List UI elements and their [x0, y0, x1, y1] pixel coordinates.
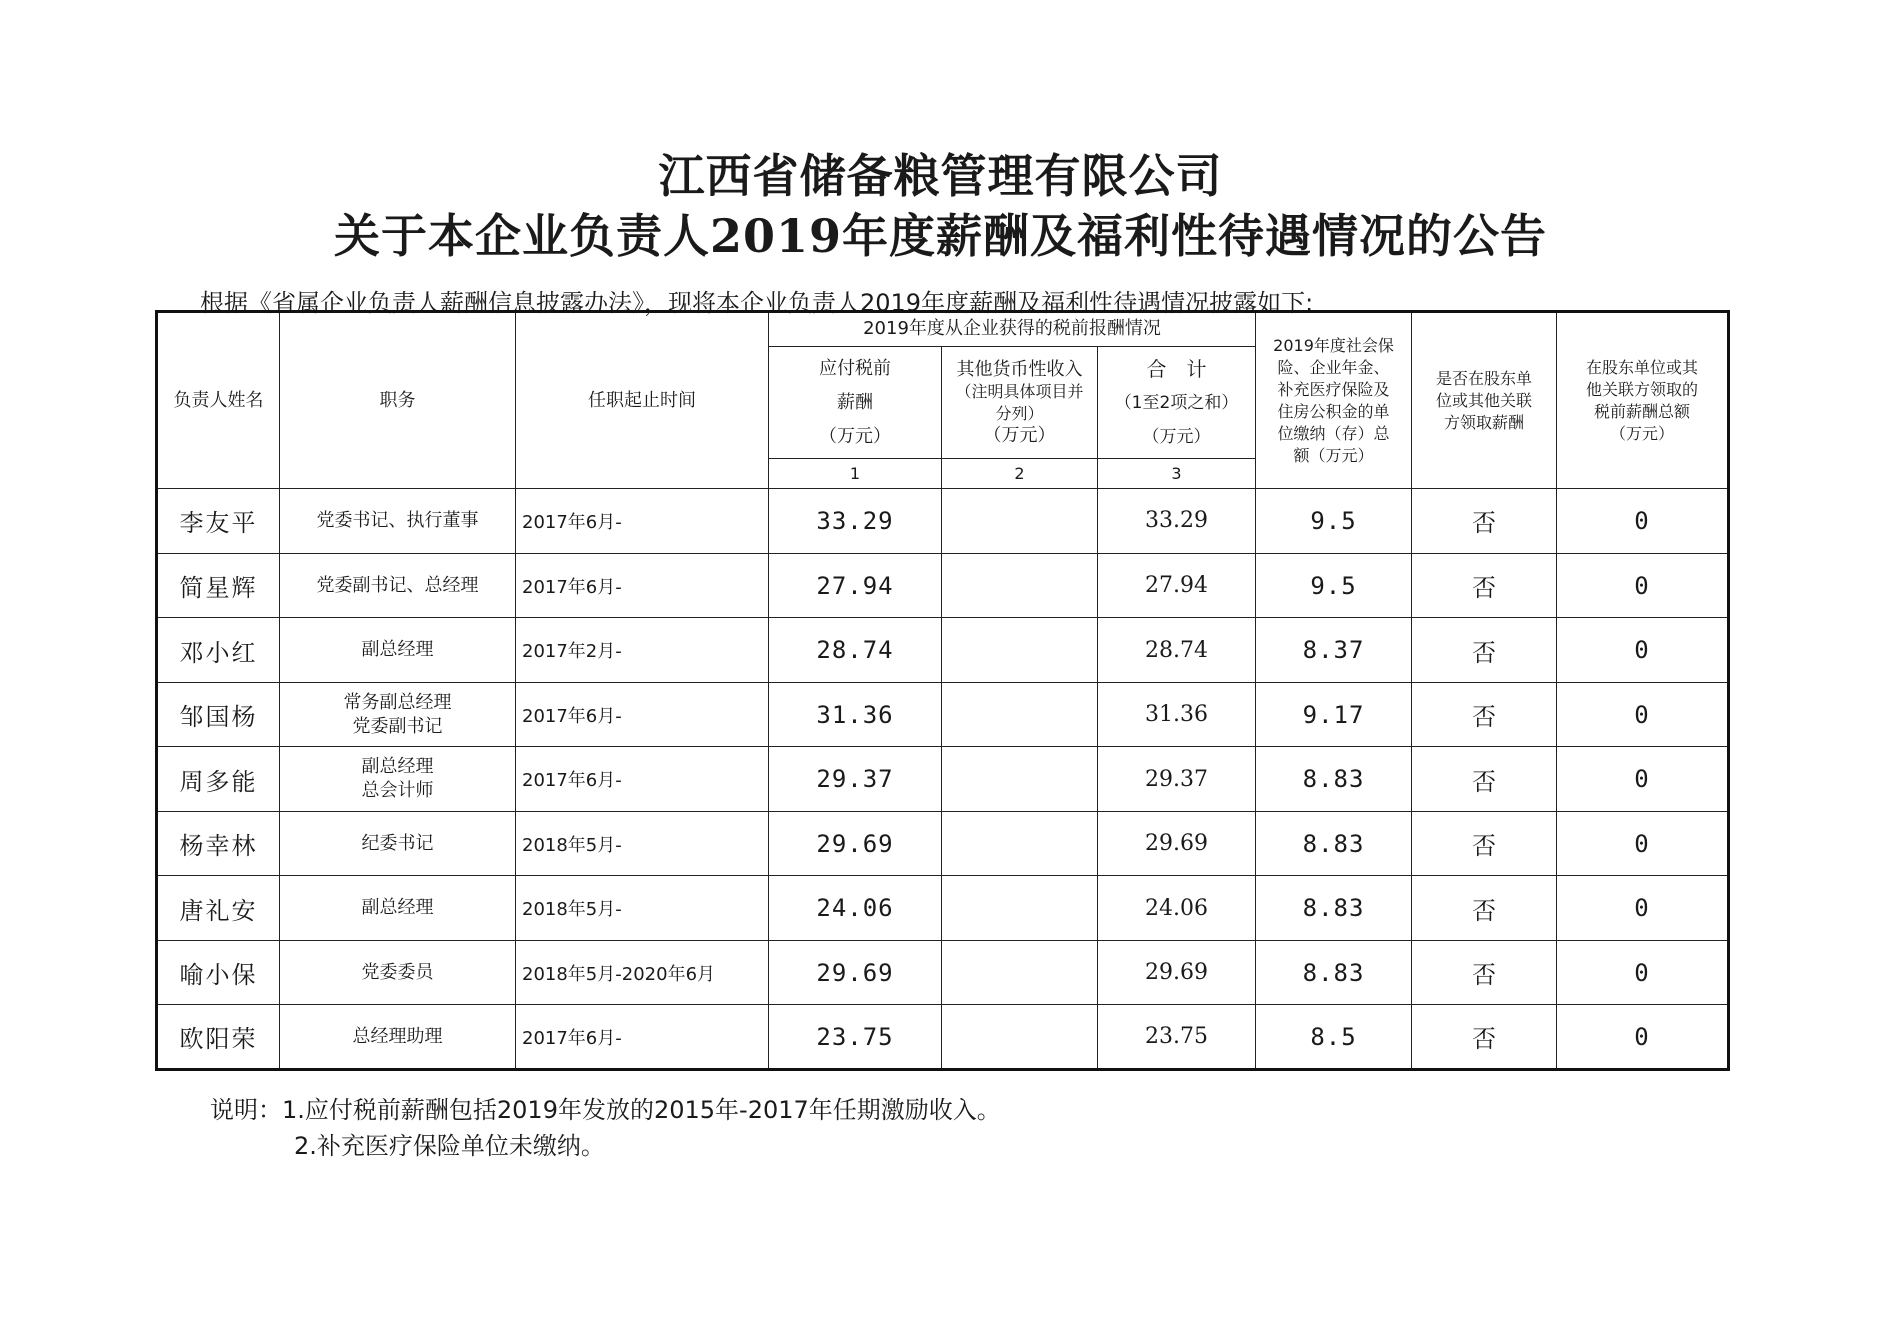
insurance-total: 9.17: [1256, 682, 1412, 747]
term-period: 2018年5月-: [516, 876, 769, 941]
pretax-salary: 23.75: [769, 1005, 942, 1070]
other-income: [942, 876, 1098, 941]
insurance-total: 9.5: [1256, 489, 1412, 554]
shareholder-amount: 0: [1557, 747, 1729, 812]
person-name: 简星辉: [157, 553, 280, 618]
position: [280, 618, 516, 683]
header-shareholder-amount-line: 在股东单位或其: [1586, 357, 1699, 377]
header-other-line: （注明具体项目并: [955, 381, 1084, 401]
term-period: 2017年6月-: [516, 489, 769, 554]
total-compensation: 24.06: [1098, 876, 1256, 941]
header-insurance-line: 位缴纳（存）总: [1277, 423, 1390, 443]
pretax-salary: 29.69: [769, 811, 942, 876]
total-compensation: 28.74: [1098, 618, 1256, 683]
header-shareholder-amount: [1557, 312, 1729, 489]
pretax-salary: 31.36: [769, 682, 942, 747]
header-insurance-line: 补充医疗保险及: [1277, 379, 1390, 399]
total-compensation: 29.69: [1098, 811, 1256, 876]
header-other-line: （万元）: [983, 424, 1056, 446]
position-line: 副总经理: [361, 756, 434, 778]
term-period: 2017年6月-: [516, 747, 769, 812]
person-name: 杨幸林: [157, 811, 280, 876]
position-line: 党委副书记: [352, 715, 443, 737]
insurance-total: 8.37: [1256, 618, 1412, 683]
header-insurance-line: 险、企业年金、: [1277, 357, 1390, 377]
compensation-table: [155, 310, 1730, 1071]
header-other-income: [942, 346, 1098, 459]
term-period: 2018年5月-: [516, 811, 769, 876]
header-shareholder-line: 方领取薪酬: [1444, 412, 1525, 432]
table-row: [157, 553, 1729, 618]
column-number: 2: [942, 459, 1098, 489]
position-line: 副总经理: [361, 897, 434, 919]
header-other-line: 其他货币性收入: [956, 358, 1083, 380]
pretax-salary: 33.29: [769, 489, 942, 554]
document-title: 江西省储备粮管理有限公司: [658, 149, 1223, 203]
other-income: [942, 553, 1098, 618]
header-shareholder-amount-line: （万元）: [1610, 423, 1675, 443]
header-other-line: 分列）: [995, 403, 1044, 423]
total-compensation: 27.94: [1098, 553, 1256, 618]
intro-text: 根据《省属企业负责人薪酬信息披露办法》，现将本企业负责人2019年度薪酬及福利性待遇情况披露如下:: [200, 289, 1314, 317]
notes: [210, 1092, 1001, 1164]
header-salary-line: 薪酬: [837, 391, 873, 413]
header-shareholder-amount-line: 税前薪酬总额: [1594, 401, 1691, 421]
term-period: 2017年6月-: [516, 1005, 769, 1070]
person-name: 唐礼安: [157, 876, 280, 941]
header-total-line: （1至2项之和）: [1114, 392, 1239, 413]
shareholder-amount: 0: [1557, 1005, 1729, 1070]
shareholder-amount: 0: [1557, 682, 1729, 747]
header-group: 2019年度从企业获得的税前报酬情况: [769, 312, 1256, 347]
shareholder-paid: 否: [1412, 553, 1557, 618]
header-total-line: （万元）: [1142, 426, 1211, 447]
column-number: 3: [1098, 459, 1256, 489]
pretax-salary: 24.06: [769, 876, 942, 941]
term-period: 2017年6月-: [516, 553, 769, 618]
insurance-total: 9.5: [1256, 553, 1412, 618]
table-row: [157, 747, 1729, 812]
other-income: [942, 811, 1098, 876]
shareholder-paid: 否: [1412, 876, 1557, 941]
header-salary-line: （万元）: [819, 425, 891, 447]
header-term: 任职起止时间: [516, 312, 769, 489]
position-line: 党委书记、执行董事: [316, 509, 479, 531]
other-income: [942, 682, 1098, 747]
position: [280, 682, 516, 747]
term-period: 2018年5月-2020年6月: [516, 940, 769, 1005]
position: [280, 876, 516, 941]
position-line: 常务副总经理: [343, 691, 452, 713]
header-position: 职务: [280, 312, 516, 489]
other-income: [942, 940, 1098, 1005]
header-shareholder-line: 位或其他关联: [1436, 390, 1533, 410]
column-number: 1: [769, 459, 942, 489]
pretax-salary: 29.37: [769, 747, 942, 812]
person-name: 欧阳荣: [157, 1005, 280, 1070]
pretax-salary: 27.94: [769, 553, 942, 618]
other-income: [942, 618, 1098, 683]
pretax-salary: 28.74: [769, 618, 942, 683]
total-compensation: 29.37: [1098, 747, 1256, 812]
header-total-line: 合 计: [1146, 356, 1207, 381]
position-line: 总会计师: [361, 780, 434, 802]
shareholder-amount: 0: [1557, 940, 1729, 1005]
header-shareholder-amount-line: 他关联方领取的: [1586, 379, 1699, 399]
note-line: 2.补充医疗保险单位未缴纳。: [294, 1132, 605, 1160]
shareholder-paid: 否: [1412, 1005, 1557, 1070]
insurance-total: 8.83: [1256, 940, 1412, 1005]
header-total: [1098, 346, 1256, 459]
position-line: 纪委书记: [361, 832, 434, 854]
table-row: [157, 682, 1729, 747]
shareholder-paid: 否: [1412, 811, 1557, 876]
position: [280, 811, 516, 876]
header-salary: [769, 346, 942, 459]
position: [280, 747, 516, 812]
table-row: [157, 940, 1729, 1005]
shareholder-amount: 0: [1557, 489, 1729, 554]
person-name: 周多能: [157, 747, 280, 812]
position-line: 党委副书记、总经理: [316, 574, 479, 596]
note-line: 说明：1.应付税前薪酬包括2019年发放的2015年-2017年任期激励收入。: [210, 1096, 1001, 1124]
total-compensation: 33.29: [1098, 489, 1256, 554]
total-compensation: 23.75: [1098, 1005, 1256, 1070]
term-period: 2017年6月-: [516, 682, 769, 747]
shareholder-amount: 0: [1557, 811, 1729, 876]
position-line: 总经理助理: [352, 1025, 443, 1047]
insurance-total: 8.5: [1256, 1005, 1412, 1070]
header-insurance-line: 2019年度社会保: [1273, 335, 1394, 355]
pretax-salary: 29.69: [769, 940, 942, 1005]
shareholder-paid: 否: [1412, 747, 1557, 812]
position: [280, 489, 516, 554]
total-compensation: 29.69: [1098, 940, 1256, 1005]
table-row: [157, 811, 1729, 876]
person-name: 邓小红: [157, 618, 280, 683]
header-name: 负责人姓名: [157, 312, 280, 489]
term-period: 2017年2月-: [516, 618, 769, 683]
header-salary-line: 应付税前: [819, 357, 891, 379]
document-subtitle: 关于本企业负责人2019年度薪酬及福利性待遇情况的公告: [333, 209, 1548, 263]
header-shareholder: [1412, 312, 1557, 489]
position-line: 党委委员: [361, 961, 434, 983]
table-row: [157, 489, 1729, 554]
header-insurance: [1256, 312, 1412, 489]
person-name: 邹国杨: [157, 682, 280, 747]
shareholder-amount: 0: [1557, 553, 1729, 618]
shareholder-amount: 0: [1557, 876, 1729, 941]
shareholder-paid: 否: [1412, 489, 1557, 554]
other-income: [942, 489, 1098, 554]
table-row: [157, 1005, 1729, 1070]
other-income: [942, 1005, 1098, 1070]
position: [280, 940, 516, 1005]
person-name: 李友平: [157, 489, 280, 554]
shareholder-paid: 否: [1412, 682, 1557, 747]
person-name: 喻小保: [157, 940, 280, 1005]
header-shareholder-line: 是否在股东单: [1436, 368, 1533, 388]
shareholder-amount: 0: [1557, 618, 1729, 683]
shareholder-paid: 否: [1412, 618, 1557, 683]
position: [280, 553, 516, 618]
other-income: [942, 747, 1098, 812]
insurance-total: 8.83: [1256, 811, 1412, 876]
insurance-total: 8.83: [1256, 747, 1412, 812]
header-insurance-line: 住房公积金的单: [1277, 401, 1390, 421]
insurance-total: 8.83: [1256, 876, 1412, 941]
total-compensation: 31.36: [1098, 682, 1256, 747]
table-row: [157, 876, 1729, 941]
header-row-1: [157, 312, 1729, 347]
shareholder-paid: 否: [1412, 940, 1557, 1005]
header-insurance-line: 额（万元）: [1293, 445, 1374, 465]
position-line: 副总经理: [361, 639, 434, 661]
table-row: [157, 618, 1729, 683]
position: [280, 1005, 516, 1070]
